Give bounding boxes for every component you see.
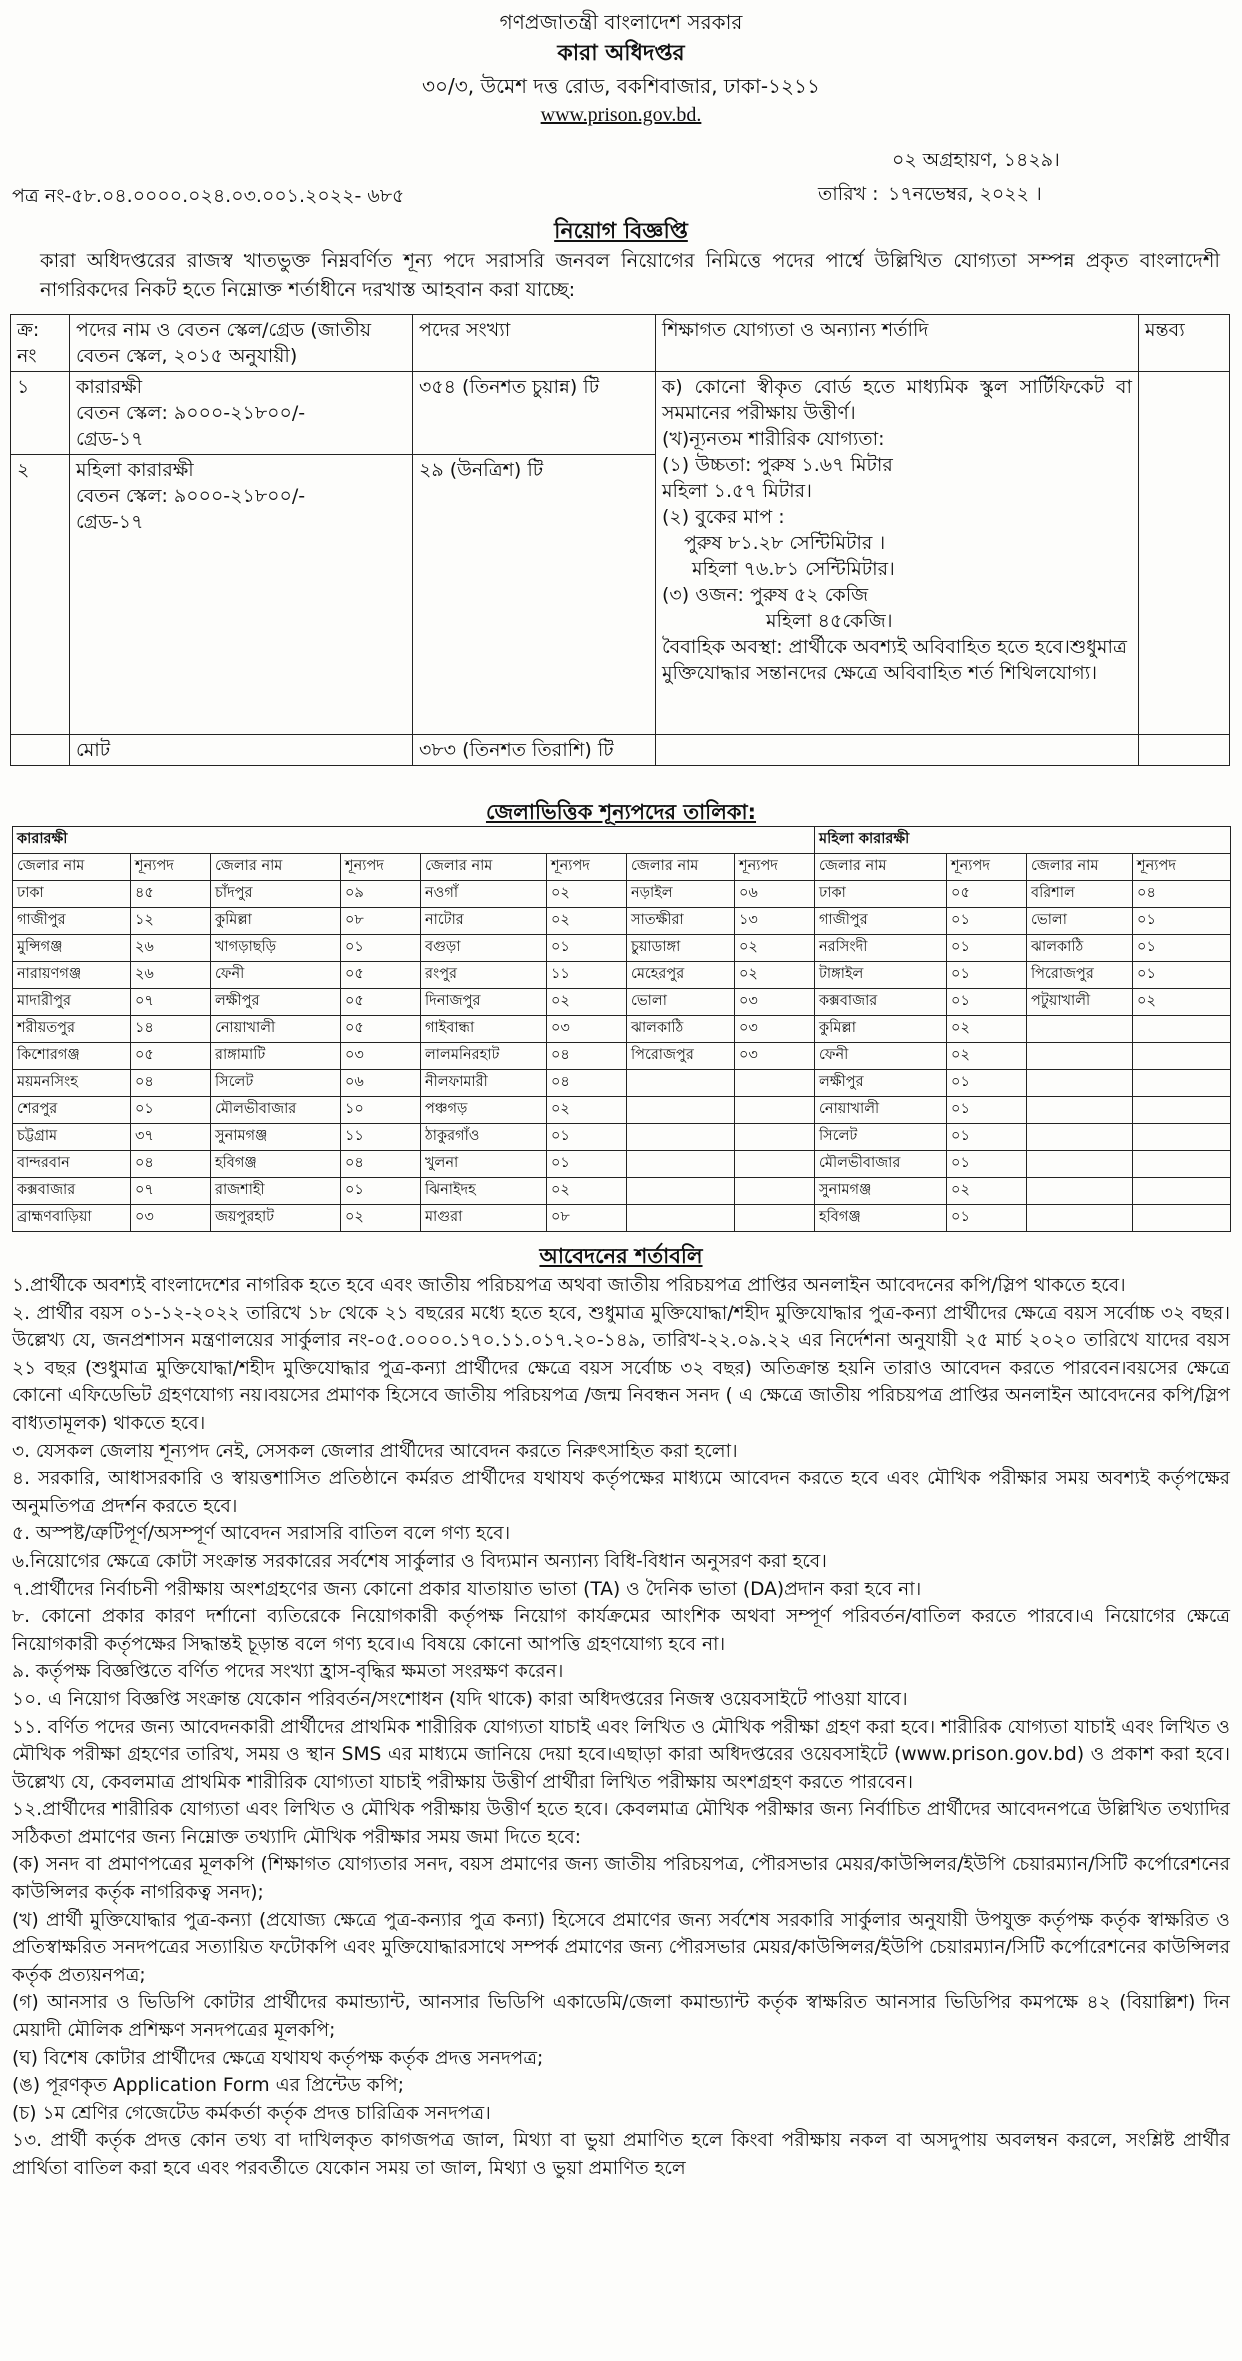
district-name: চট্টগ্রাম xyxy=(13,1124,131,1151)
district-name: বগুড়া xyxy=(421,935,547,962)
vacancy-count: ০২ xyxy=(735,962,815,989)
district-name xyxy=(1027,1205,1133,1232)
vacancy-count: ০৪ xyxy=(131,1151,211,1178)
column-header-district: জেলার নাম xyxy=(815,854,947,881)
vacancy-count: ০১ xyxy=(947,1070,1027,1097)
vacancy-count: ০১ xyxy=(547,935,627,962)
table-row xyxy=(13,1097,1231,1124)
vacancy-count: ০৩ xyxy=(547,1016,627,1043)
district-name: গাজীপুর xyxy=(13,908,131,935)
vacancy-count: ০৩ xyxy=(735,1043,815,1070)
vacancy-count: ০৫ xyxy=(341,1016,421,1043)
qualification-line: (৩) ওজন: পুরুষ ৫২ কেজি xyxy=(662,584,869,606)
vacancy-count: ১৪ xyxy=(131,1016,211,1043)
vacancy-count: ০২ xyxy=(947,1016,1027,1043)
vacancy-count: ১১ xyxy=(547,962,627,989)
vacancy-count: ০১ xyxy=(947,989,1027,1016)
district-name: ঝিনাইদহ xyxy=(421,1178,547,1205)
vacancy-count xyxy=(1133,1097,1231,1124)
district-name: লালমনিরহাট xyxy=(421,1043,547,1070)
district-name: নীলফামারী xyxy=(421,1070,547,1097)
qualification-line: মহিলা ৪৫কেজি। xyxy=(766,610,893,632)
district-name: বরিশাল xyxy=(1027,881,1133,908)
vacancy-count: ০৫ xyxy=(341,989,421,1016)
vacancy-count: ০২ xyxy=(341,1205,421,1232)
district-name: সাতক্ষীরা xyxy=(627,908,735,935)
vacancy-count: ০১ xyxy=(947,1097,1027,1124)
column-header-vacancy: শূন্যপদ xyxy=(131,854,211,881)
vacancy-count: ১১ xyxy=(341,1124,421,1151)
condition-item: ১৩. প্রার্থী কর্তৃক প্রদত্ত কোন তথ্য বা দাখিলকৃত কাগজপত্র জাল, মিথ্যা বা ভুয়া প্রমাণিত হলে কিংবা পরীক্ষায় নকল বা অসদুপায় অবলম্বন করলে, সংশ্লিষ্ট প্রার্থীর প্রার্থিতা বাতিল করা হবে এবং পরবর্তীতে যেকোন সময় তা জাল, মিথ্যা ও ভুয়া প্রমাণিত হলে xyxy=(12,2130,1230,2179)
condition-item: (ক) সনদ বা প্রমাণপত্রের মূলকপি (শিক্ষাগত যোগ্যতার সনদ, বয়স প্রমাণের জন্য জাতীয় পরিচয়পত্র, পৌরসভার মেয়র/কাউন্সিলর/ইউপি চেয়ারম্যান/সিটি কর্পোরেশনের কাউন্সিলর কর্তৃক নাগরিকত্ব সনদ); xyxy=(12,1854,1230,1904)
district-name xyxy=(1027,1043,1133,1070)
header-sl: ক্র: নং xyxy=(11,315,70,372)
district-name: নওগাঁ xyxy=(421,881,547,908)
table-row xyxy=(13,1178,1231,1205)
district-name: মাদারীপুর xyxy=(13,989,131,1016)
condition-item: (গ) আনসার ও ভিডিপি কোটার প্রার্থীদের কমান্ড্যান্ট, আনসার ভিডিপি একাডেমি/জেলা কমান্ড্যান্ট কর্তৃক স্বাক্ষরিত আনসার ভিডিপির কমপক্ষে ৪২ (বিয়াল্লিশ) দিন মেয়াদী মৌলিক প্রশিক্ষণ সনদপত্রের মূলকপি; xyxy=(12,1992,1230,2042)
district-name: ভোলা xyxy=(627,989,735,1016)
district-name: টাঙ্গাইল xyxy=(815,962,947,989)
male-guard-label: কারারক্ষী xyxy=(13,827,815,854)
district-name: মুন্সিগঞ্জ xyxy=(13,935,131,962)
table-row xyxy=(13,908,1231,935)
column-header-district: জেলার নাম xyxy=(1027,854,1133,881)
vacancy-count xyxy=(1133,1151,1231,1178)
vacancy-count: ০১ xyxy=(947,908,1027,935)
table-row xyxy=(13,1016,1231,1043)
table-row xyxy=(13,881,1231,908)
qualification-line: পুরুষ ৮১.২৮ সেন্টিমিটার । xyxy=(684,532,886,554)
district-name xyxy=(627,1178,735,1205)
vacancy-count: ১২ xyxy=(131,908,211,935)
district-name: চুয়াডাঙ্গা xyxy=(627,935,735,962)
district-name: ঢাকা xyxy=(815,881,947,908)
vacancy-count: ০৯ xyxy=(341,881,421,908)
district-name: ঠাকুরগাঁও xyxy=(421,1124,547,1151)
vacancy-count: ০৬ xyxy=(341,1070,421,1097)
district-name xyxy=(1027,1178,1133,1205)
vacancy-count: ১৩ xyxy=(735,908,815,935)
column-header-district: জেলার নাম xyxy=(421,854,547,881)
district-name: ফেনী xyxy=(211,962,341,989)
condition-item: ৬.নিয়োগের ক্ষেত্রে কোটা সংক্রান্ত সরকারের সর্বশেষ সার্কুলার ও বিদ্যমান অন্যান্য বিধি-বিধান অনুসরণ করা হবে। xyxy=(12,1550,827,1572)
condition-item: ৩. যেসকল জেলায় শূন্যপদ নেই, সেসকল জেলার প্রার্থীদের আবেদন করতে নিরুৎসাহিত করা হলো। xyxy=(12,1440,738,1462)
vacancy-count: ০২ xyxy=(735,935,815,962)
district-name: কিশোরগঞ্জ xyxy=(13,1043,131,1070)
post-name: মহিলা কারারক্ষী xyxy=(76,459,194,481)
vacancy-count xyxy=(1133,1070,1231,1097)
district-name: ঝালকাঠি xyxy=(627,1016,735,1043)
government-name: গণপ্রজাতন্ত্রী বাংলাদেশ সরকার xyxy=(499,10,743,34)
vacancy-count: ০৩ xyxy=(131,1205,211,1232)
district-name xyxy=(1027,1016,1133,1043)
conditions-title: আবেদনের শর্তাবলি xyxy=(539,1244,703,1268)
vacancy-count: ০১ xyxy=(341,1178,421,1205)
district-name xyxy=(1027,1124,1133,1151)
district-name: নড়াইল xyxy=(627,881,735,908)
district-name: ঢাকা xyxy=(13,881,131,908)
header-remark: মন্তব্য xyxy=(1139,315,1230,372)
district-name: নরসিংদী xyxy=(815,935,947,962)
district-name: ঝালকাঠি xyxy=(1027,935,1133,962)
remark-cell xyxy=(1139,372,1230,735)
vacancy-count: ০৪ xyxy=(547,1043,627,1070)
row-sl: ২ xyxy=(11,455,70,735)
department-name: কারা অধিদপ্তর xyxy=(557,41,685,66)
district-name: সুনামগঞ্জ xyxy=(815,1178,947,1205)
vacancy-count: ০৫ xyxy=(947,881,1027,908)
column-header-district: জেলার নাম xyxy=(211,854,341,881)
column-header-vacancy: শূন্যপদ xyxy=(341,854,421,881)
district-name: পঞ্চগড় xyxy=(421,1097,547,1124)
district-name xyxy=(627,1097,735,1124)
vacancy-count: ১০ xyxy=(341,1097,421,1124)
english-date: ১৭নভেম্বর, ২০২২ । xyxy=(888,183,1042,205)
district-name: শেরপুর xyxy=(13,1097,131,1124)
vacancy-count: ০১ xyxy=(947,962,1027,989)
condition-item: ৭.প্রার্থীদের নির্বাচনী পরীক্ষায় অংশগ্রহণের জন্য কোনো প্রকার যাতায়াত ভাতা (TA) ও দৈনিক ভাতা (DA)প্রদান করা হবে না। xyxy=(12,1578,922,1600)
vacancy-count xyxy=(1133,1124,1231,1151)
district-name: পিরোজপুর xyxy=(1027,962,1133,989)
district-name: চাঁদপুর xyxy=(211,881,341,908)
column-header-vacancy: শূন্যপদ xyxy=(735,854,815,881)
qualification-line: মহিলা ১.৫৭ মিটার। xyxy=(662,480,812,502)
district-name: ফেনী xyxy=(815,1043,947,1070)
district-name: নাটোর xyxy=(421,908,547,935)
district-name: নোয়াখালী xyxy=(211,1016,341,1043)
table-row xyxy=(13,962,1231,989)
bangla-date: ০২ অগ্রহায়ণ, ১৪২৯। xyxy=(892,149,1060,171)
column-header-vacancy: শূন্যপদ xyxy=(1133,854,1231,881)
district-table-title: জেলাভিত্তিক শূন্যপদের তালিকা: xyxy=(485,800,757,824)
vacancy-count xyxy=(735,1124,815,1151)
vacancy-count xyxy=(735,1205,815,1232)
vacancy-count: ০৪ xyxy=(341,1151,421,1178)
vacancy-count: ০১ xyxy=(947,935,1027,962)
vacancy-count: ০১ xyxy=(341,935,421,962)
qualification-line: ক) কোনো স্বীকৃত বোর্ড হতে মাধ্যমিক স্কুল সার্টিফিকেট বা সমমানের পরীক্ষায় উত্তীর্ণ। xyxy=(662,376,1132,424)
vacancy-count xyxy=(735,1070,815,1097)
qualification-cell xyxy=(656,372,1139,735)
vacancy-count: ২৬ xyxy=(131,935,211,962)
district-name: শরীয়তপুর xyxy=(13,1016,131,1043)
pay-scale: বেতন স্কেল: ৯০০০-২১৮০০/- xyxy=(76,485,306,507)
vacancy-count: ০১ xyxy=(547,1151,627,1178)
post-count: ৩৫৪ (তিনশত চুয়ান্ন) টি xyxy=(413,372,656,455)
vacancy-count: ৩৭ xyxy=(131,1124,211,1151)
date-label: তারিখ : xyxy=(818,183,879,205)
vacancy-count xyxy=(735,1097,815,1124)
vacancy-count: ০১ xyxy=(547,1124,627,1151)
table-row xyxy=(13,1124,1231,1151)
district-name: ভোলা xyxy=(1027,908,1133,935)
district-name: সুনামগঞ্জ xyxy=(211,1124,341,1151)
conditions-list xyxy=(12,1272,1230,2183)
condition-item: (চ) ১ম শ্রেণির গেজেটেড কর্মকর্তা কর্তৃক প্রদত্ত চারিত্রিক সনদপত্র। xyxy=(12,2102,491,2124)
total-value: ৩৮৩ (তিনশত তিরাশি) টি xyxy=(413,735,656,766)
district-name: মৌলভীবাজার xyxy=(211,1097,341,1124)
vacancy-count: ০২ xyxy=(547,881,627,908)
table-row xyxy=(13,1205,1231,1232)
department-website: www.prison.gov.bd. xyxy=(540,104,702,126)
vacancy-count: ০১ xyxy=(947,1151,1027,1178)
district-name: সিলেট xyxy=(815,1124,947,1151)
vacancy-count: ২৬ xyxy=(131,962,211,989)
column-header-vacancy: শূন্যপদ xyxy=(947,854,1027,881)
district-name: রাজশাহী xyxy=(211,1178,341,1205)
qualification-line: (১) উচ্চতা: পুরুষ ১.৬৭ মিটার xyxy=(662,454,893,476)
condition-item: ৪. সরকারি, আধাসরকারি ও স্বায়ত্তশাসিত প্রতিষ্ঠানে কর্মরত প্রার্থীদের যথাযথ কর্তৃপক্ষের মাধ্যমে আবেদন করতে হবে এবং মৌখিক পরীক্ষার সময় অবশ্যই কর্তৃপক্ষের অনুমতিপত্র প্রদর্শন করতে হবে। xyxy=(12,1468,1230,1517)
vacancy-count xyxy=(1133,1043,1231,1070)
department-address: ৩০/৩, উমেশ দত্ত রোড, বকশিবাজার, ঢাকা-১২১১ xyxy=(422,74,820,98)
district-name xyxy=(627,1151,735,1178)
vacancy-count: ০২ xyxy=(547,1097,627,1124)
memo-number: পত্র নং-৫৮.০৪.০০০০.০২৪.০৩.০০১.২০২২- ৬৮৫ xyxy=(12,185,405,207)
district-name: দিনাজপুর xyxy=(421,989,547,1016)
header-count: পদের সংখ্যা xyxy=(413,315,656,372)
vacancy-count: ০৬ xyxy=(735,881,815,908)
vacancy-count: ০১ xyxy=(131,1097,211,1124)
condition-item: ১০. এ নিয়োগ বিজ্ঞপ্তি সংক্রান্ত যেকোন পরিবর্তন/সংশোধন (যদি থাকে) কারা অধিদপ্তরের নিজস্ব ওয়েবসাইটে পাওয়া যাবে। xyxy=(12,1688,908,1710)
row-sl: ১ xyxy=(11,372,70,455)
district-name: মেহেরপুর xyxy=(627,962,735,989)
vacancy-count: ০২ xyxy=(547,1178,627,1205)
vacancy-count: ০৪ xyxy=(547,1070,627,1097)
qualification-line: বৈবাহিক অবস্থা: প্রার্থীকে অবশ্যই অবিবাহিত হতে হবে।শুধুমাত্র মুক্তিযোদ্ধার সন্তানদের ক্ষেত্রে অবিবাহিত শর্ত শিথিলযোগ্য। xyxy=(662,636,1127,684)
grade: গ্রেড-১৭ xyxy=(76,511,144,533)
district-name: পিরোজপুর xyxy=(627,1043,735,1070)
vacancy-count: ০৩ xyxy=(735,1016,815,1043)
district-name xyxy=(1027,1151,1133,1178)
qualification-line: (খ)ন্যূনতম শারীরিক যোগ্যতা: xyxy=(662,428,885,450)
vacancy-count: ০৭ xyxy=(131,1178,211,1205)
vacancy-count: ০২ xyxy=(547,908,627,935)
vacancy-count: ০১ xyxy=(1133,935,1231,962)
district-name: রাঙ্গামাটি xyxy=(211,1043,341,1070)
vacancy-count: ০৫ xyxy=(341,962,421,989)
district-name: পটুয়াখালী xyxy=(1027,989,1133,1016)
column-header-district: জেলার নাম xyxy=(13,854,131,881)
table-row xyxy=(13,935,1231,962)
condition-item: ৫. অস্পষ্ট/ত্রুটিপূর্ণ/অসম্পূর্ণ আবেদন সরাসরি বাতিল বলে গণ্য হবে। xyxy=(12,1523,511,1545)
vacancy-count: ০১ xyxy=(947,1124,1027,1151)
district-name: খাগড়াছড়ি xyxy=(211,935,341,962)
district-name: সিলেট xyxy=(211,1070,341,1097)
vacancy-count: ০৩ xyxy=(735,989,815,1016)
district-name xyxy=(627,1124,735,1151)
vacancy-count: ০২ xyxy=(947,1178,1027,1205)
district-name: ব্রাহ্মণবাড়িয়া xyxy=(13,1205,131,1232)
notice-title: নিয়োগ বিজ্ঞপ্তি xyxy=(554,219,688,244)
condition-item: (ঘ) বিশেষ কোটার প্রার্থীদের ক্ষেত্রে যথাযথ কর্তৃপক্ষ কর্তৃক প্রদত্ত সনদপত্র; xyxy=(12,2047,544,2069)
vacancy-count: ০৭ xyxy=(131,989,211,1016)
vacancy-count: ০৪ xyxy=(131,1070,211,1097)
district-name: কক্সবাজার xyxy=(13,1178,131,1205)
condition-item: ১২.প্রার্থীদের শারীরিক যোগ্যতা এবং লিখিত ও মৌখিক পরীক্ষায় উত্তীর্ণ হতে হবে। কেবলমাত্র মৌখিক পরীক্ষার জন্য নির্বাচিত প্রার্থীদের আবেদনপত্রে উল্লিখিত তথ্যাদির সঠিকতা প্রমাণের জন্য নিম্নোক্ত তথ্যাদি মৌখিক পরীক্ষার সময় জমা দিতে হবে: xyxy=(12,1799,1230,1848)
district-name: ময়মনসিংহ xyxy=(13,1070,131,1097)
district-name: গাজীপুর xyxy=(815,908,947,935)
district-name: গাইবান্ধা xyxy=(421,1016,547,1043)
qualification-line: (২) বুকের মাপ : xyxy=(662,506,785,528)
condition-item: ৯. কর্তৃপক্ষ বিজ্ঞপ্তিতে বর্ণিত পদের সংখ্যা হ্রাস-বৃদ্ধির ক্ষমতা সংরক্ষণ করেন। xyxy=(12,1661,564,1683)
vacancy-count: ৪৫ xyxy=(131,881,211,908)
post-count: ২৯ (উনত্রিশ) টি xyxy=(413,455,656,735)
district-name: বান্দরবান xyxy=(13,1151,131,1178)
district-name xyxy=(1027,1097,1133,1124)
vacancy-count: ০৩ xyxy=(341,1043,421,1070)
female-guard-label: মহিলা কারারক্ষী xyxy=(815,827,1231,854)
table-row xyxy=(11,372,1230,455)
district-name xyxy=(627,1070,735,1097)
vacancy-count: ০১ xyxy=(1133,962,1231,989)
vacancy-count xyxy=(1133,1016,1231,1043)
condition-item: ১১. বর্ণিত পদের জন্য আবেদনকারী প্রার্থীদের প্রাথমিক শারীরিক যোগ্যতা যাচাই এবং লিখিত ও মৌখিক পরীক্ষা গ্রহণ করা হবে। শারীরিক যোগ্যতা যাচাই এবং লিখিত ও মৌখিক পরীক্ষা গ্রহণের তারিখ, সময় ও স্থান SMS এর মাধ্যমে জানিয়ে দেয়া হবে।এছাড়া কারা অধিদপ্তরের ওয়েবসাইটে (www.prison.gov.bd) ও প্রকাশ করা হবে। উল্লেখ্য যে, কেবলমাত্র প্রাথমিক শারীরিক যোগ্যতা যাচাই পরীক্ষায় উত্তীর্ণ প্রার্থীরা লিখিত পরীক্ষায় অংশগ্রহণ করতে পারবেন। xyxy=(12,1716,1230,1793)
column-header-vacancy: শূন্যপদ xyxy=(547,854,627,881)
district-name: মাগুরা xyxy=(421,1205,547,1232)
column-header-district: জেলার নাম xyxy=(627,854,735,881)
vacancy-count: ০২ xyxy=(547,989,627,1016)
district-name: কুমিল্লা xyxy=(211,908,341,935)
district-name: নোয়াখালী xyxy=(815,1097,947,1124)
district-name: খুলনা xyxy=(421,1151,547,1178)
vacancy-count xyxy=(735,1178,815,1205)
district-name: নারায়ণগঞ্জ xyxy=(13,962,131,989)
vacancy-count: ০১ xyxy=(1133,908,1231,935)
header-qualification: শিক্ষাগত যোগ্যতা ও অন্যান্য শর্তাদি xyxy=(656,315,1139,372)
district-name: হবিগঞ্জ xyxy=(815,1205,947,1232)
condition-item: (ঙ) পূরণকৃত Application Form এর প্রিন্টেড কপি; xyxy=(12,2075,404,2097)
vacancy-count xyxy=(1133,1178,1231,1205)
district-name xyxy=(1027,1070,1133,1097)
condition-item: ২. প্রার্থীর বয়স ০১-১২-২০২২ তারিখে ১৮ থেকে ২১ বছরের মধ্যে হতে হবে, শুধুমাত্র মুক্তিযোদ্ধা/শহীদ মুক্তিযোদ্ধার পুত্র-কন্যা প্রার্থীদের ক্ষেত্রে বয়স সর্বোচ্চ ৩২ বছর। উল্লেখ্য যে, জনপ্রশাসন মন্ত্রণালয়ের সার্কুলার নং-০৫.০০০০.১৭০.১১.০১৭.২০-১৪৯, তারিখ-২২.০৯.২২ এর নির্দেশনা অনুযায়ী ২৫ মার্চ ২০২০ তারিখে যাদের বয়স ২১ বছর (শুধুমাত্র মুক্তিযোদ্ধা/শহীদ মুক্তিযোদ্ধার পুত্র-কন্যা প্রার্থীদের ক্ষেত্রে বয়স সর্বোচ্চ ৩২ বছর) অতিক্রান্ত হয়নি তারাও আবেদন করতে পারবেন।বয়সের ক্ষেত্রে কোনো এফিডেভিট গ্রহণযোগ্য নয়।বয়সের প্রমাণক হিসেবে জাতীয় পরিচয়পত্র /জন্ম নিবন্ধন সনদ ( এ ক্ষেত্রে জাতীয় পরিচয়পত্র প্রাপ্তির অনলাইন আবেদনের কপি/স্লিপ বাধ্যতামূলক) থাকতে হবে। xyxy=(12,1302,1230,1434)
district-name xyxy=(627,1205,735,1232)
condition-item: ৮. কোনো প্রকার কারণ দর্শানো ব্যতিরেকে নিয়োগকারী কর্তৃপক্ষ নিয়োগ কার্যক্রমের আংশিক অথবা সম্পূর্ণ পরিবর্তন/বাতিল করতে পারবে।এ নিয়োগের ক্ষেত্রে নিয়োগকারী কর্তৃপক্ষের সিদ্ধান্তই চূড়ান্ত বলে গণ্য হবে।এ বিষয়ে কোনো আপত্তি গ্রহণযোগ্য হবে না। xyxy=(12,1606,1230,1655)
vacancy-count: ০৫ xyxy=(131,1043,211,1070)
district-name: কক্সবাজার xyxy=(815,989,947,1016)
table-row xyxy=(13,1043,1231,1070)
district-name: হবিগঞ্জ xyxy=(211,1151,341,1178)
vacancy-count: ০৪ xyxy=(1133,881,1231,908)
district-name: জয়পুরহাট xyxy=(211,1205,341,1232)
district-vacancy-table xyxy=(12,826,1231,1232)
table-row xyxy=(13,989,1231,1016)
pay-scale: বেতন স্কেল: ৯০০০-২১৮০০/- xyxy=(76,402,306,424)
qualification-line: মহিলা ৭৬.৮১ সেন্টিমিটার। xyxy=(692,558,895,580)
table-row xyxy=(13,1070,1231,1097)
district-name: কুমিল্লা xyxy=(815,1016,947,1043)
vacancy-count: ০২ xyxy=(947,1043,1027,1070)
condition-item: ১.প্রার্থীকে অবশ্যই বাংলাদেশের নাগরিক হতে হবে এবং জাতীয় পরিচয়পত্র অথবা জাতীয় পরিচয়পত্র প্রাপ্তির অনলাইন আবেদনের কপি/স্লিপ থাকতে হবে। xyxy=(12,1275,1126,1296)
table-row xyxy=(13,1151,1231,1178)
district-name: লক্ষীপুর xyxy=(211,989,341,1016)
grade: গ্রেড-১৭ xyxy=(76,428,144,450)
district-name: রংপুর xyxy=(421,962,547,989)
district-name: লক্ষীপুর xyxy=(815,1070,947,1097)
header-post: পদের নাম ও বেতন স্কেল/গ্রেড (জাতীয় বেতন স্কেল, ২০১৫ অনুযায়ী) xyxy=(70,315,413,372)
total-label: মোট xyxy=(70,735,413,766)
total-row xyxy=(11,735,1230,766)
post-name: কারারক্ষী xyxy=(76,376,143,398)
vacancy-count xyxy=(735,1151,815,1178)
vacancy-count: ০১ xyxy=(947,1205,1027,1232)
condition-item: (খ) প্রার্থী মুক্তিযোদ্ধার পুত্র-কন্যা (প্রযোজ্য ক্ষেত্রে পুত্র-কন্যার পুত্র কন্যা) হিসেবে প্রমাণের জন্য সর্বশেষ সরকারি সার্কুলার অনুযায়ী উপযুক্ত কর্তৃপক্ষ কর্তৃক স্বাক্ষরিত ও প্রতিস্বাক্ষরিত সনদপত্রের সত্যায়িত ফটোকপি এবং মুক্তিযোদ্ধারসাথে সম্পর্ক প্রমাণের জন্য পৌরসভার মেয়র/কাউন্সিলর/ইউপি চেয়ারম্যান/সিটি কর্পোরেশনের কাউন্সিলর কর্তৃক প্রত্যয়নপত্র; xyxy=(12,1909,1230,1986)
vacancy-count xyxy=(1133,1205,1231,1232)
post-table xyxy=(10,314,1230,766)
vacancy-count: ০৮ xyxy=(547,1205,627,1232)
district-name: মৌলভীবাজার xyxy=(815,1151,947,1178)
vacancy-count: ০৮ xyxy=(341,908,421,935)
intro-paragraph: কারা অধিদপ্তরের রাজস্ব খাতভুক্ত নিম্নবর্ণিত শূন্য পদে সরাসরি জনবল নিয়োগের নিমিত্তে পদের পার্শ্বে উল্লিখিত যোগ্যতা সম্পন্ন প্রকৃত বাংলাদেশী নাগরিকদের নিকট হতে নিম্নোক্ত শর্তাধীনে দরখাস্ত আহবান করা যাচ্ছে: xyxy=(40,249,1220,301)
vacancy-count: ০২ xyxy=(1133,989,1231,1016)
